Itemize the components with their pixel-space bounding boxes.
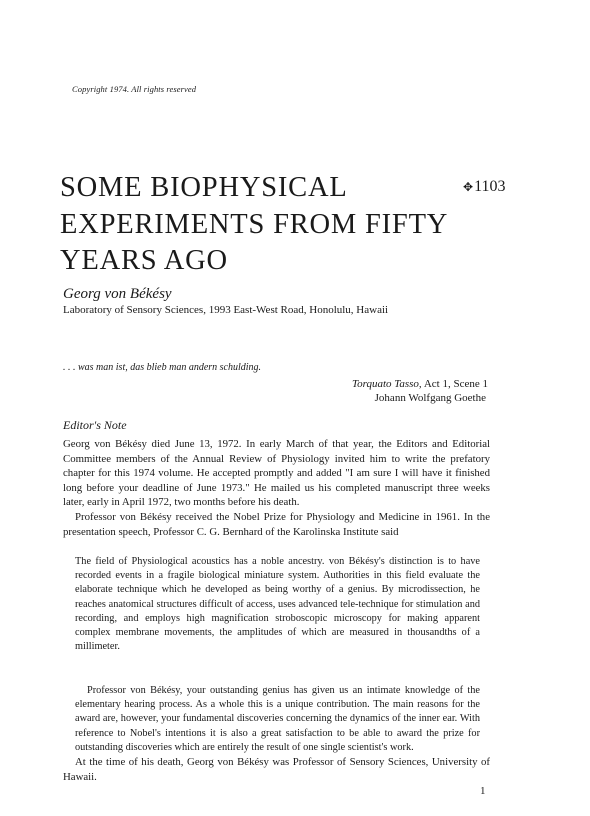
block-quote-paragraph: Professor von Békésy, your outstanding genius has given us an intimate knowledge of the elementary hearing process. As a whole this is a unique contribution. The main reasons for the award are, however, your fundamental discoveries concerning the dynamics of the inner ear. With reference to Nobel's intentions it is also a great satisfaction to be able to award the prize for outstanding discoveries which are entirely the result of one single scientist's work. — [75, 685, 480, 753]
closing-paragraph: At the time of his death, Georg von Békésy was Professor of Sensory Sciences, University of Hawaii. — [63, 756, 490, 783]
section-heading: Editor's Note — [63, 418, 127, 432]
epigraph-source — [341, 378, 488, 390]
epigraph-author: Johann Wolfgang Goethe — [374, 392, 486, 404]
author-affiliation: Laboratory of Sensory Sciences, 1993 East-West Road, Honolulu, Hawaii — [63, 304, 389, 316]
block-quote-paragraph: The field of Physiological acoustics has a noble ancestry. von Békésy's distinction is to have recorded events in a fragile biological miniature system. Authorities in this field evaluate the elaborate technique which he developed as being worthy of a genius. By microdissection, he reaches anatomical structures difficult of access, uses advanced tele-technique for stimulation and recording, and employs high magnification stroboscopic microscopy for making apparent complex membrane movements, the amplitudes of which are measured in thousandths of a millimeter. — [75, 556, 480, 653]
body-paragraph: Georg von Békésy died June 13, 1972. In early March of that year, the Editors and Editorial Committee members of the Annual Review of Physiology invited him to write the prefatory chapter for this 1974 volume. He accepted promptly and added "I am sure I will have it finished long before your deadline of June 1973." He mailed us his completed manuscript three weeks later, early in April 1972, two months before his death. — [63, 438, 490, 508]
article-code — [463, 178, 505, 196]
article-title-line-1: SOME BIOPHYSICAL — [60, 172, 348, 203]
article-code-number: 1103 — [474, 178, 506, 195]
article-title-line-2: EXPERIMENTS FROM FIFTY — [60, 209, 449, 240]
epigraph-quote: . . . was man ist, das blieb man andern schulding. — [63, 362, 262, 373]
copyright-notice: Copyright 1974. All rights reserved — [72, 84, 197, 94]
epigraph-source-work: Torquato Tasso, — [351, 378, 422, 390]
epigraph-source-location: Act 1, Scene 1 — [423, 378, 488, 390]
author-name: Georg von Békésy — [63, 286, 172, 302]
page-number: 1 — [480, 785, 486, 797]
body-paragraph: Professor von Békésy received the Nobel Prize for Physiology and Medicine in 1961. In the presentation speech, Professor C. G. Bernhard of the Karolinska Institute said — [63, 511, 490, 538]
diamond-cross-icon: ✥ — [463, 180, 474, 194]
article-title-line-3: YEARS AGO — [60, 245, 228, 276]
